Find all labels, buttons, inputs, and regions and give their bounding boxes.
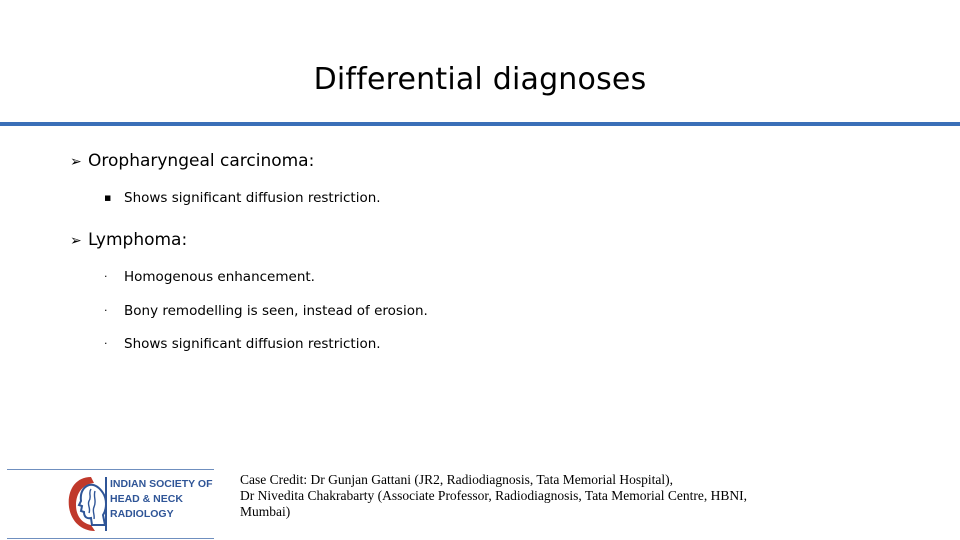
list-item <box>104 269 315 285</box>
list-item <box>104 190 381 206</box>
credit-line: Dr Nivedita Chakrabarty (Associate Professor, Radiodiagnosis, Tata Memorial Centre, HBNI, <box>240 488 748 503</box>
credit-line: Case Credit: Dr Gunjan Gattani (JR2, Radiodiagnosis, Tata Memorial Hospital), <box>240 472 673 487</box>
dot-bullet-icon: · <box>104 304 108 317</box>
section-heading-lymphoma <box>70 230 187 250</box>
logo-text <box>110 477 214 522</box>
list-item <box>104 336 381 352</box>
credit-line: Mumbai) <box>240 504 291 519</box>
logo-line: INDIAN SOCIETY OF <box>110 478 213 490</box>
dot-bullet-icon: · <box>104 270 108 283</box>
square-bullet-icon: ▪ <box>104 191 112 204</box>
list-item-text: Shows significant diffusion restriction. <box>124 190 381 206</box>
society-logo <box>7 469 214 539</box>
slide-title: Differential diagnoses <box>313 62 647 97</box>
title-divider <box>0 122 960 126</box>
list-item <box>104 303 428 319</box>
dot-bullet-icon: · <box>104 337 108 350</box>
section-heading-oropharyngeal <box>70 151 314 171</box>
logo-divider-bottom <box>7 538 214 539</box>
arrow-bullet-icon: ➢ <box>70 233 82 249</box>
section-heading-text: Lymphoma: <box>88 230 188 250</box>
logo-divider-top <box>7 469 214 470</box>
list-item-text: Bony remodelling is seen, instead of erosion. <box>124 303 428 319</box>
arrow-bullet-icon: ➢ <box>70 154 82 170</box>
logo-line: HEAD & NECK <box>110 493 183 505</box>
case-credit <box>240 472 940 520</box>
list-item-text: Homogenous enhancement. <box>124 269 315 285</box>
logo-line: RADIOLOGY <box>110 508 174 520</box>
section-heading-text: Oropharyngeal carcinoma: <box>88 151 315 171</box>
list-item-text: Shows significant diffusion restriction. <box>124 336 381 352</box>
head-profile-logo-icon <box>61 471 109 535</box>
